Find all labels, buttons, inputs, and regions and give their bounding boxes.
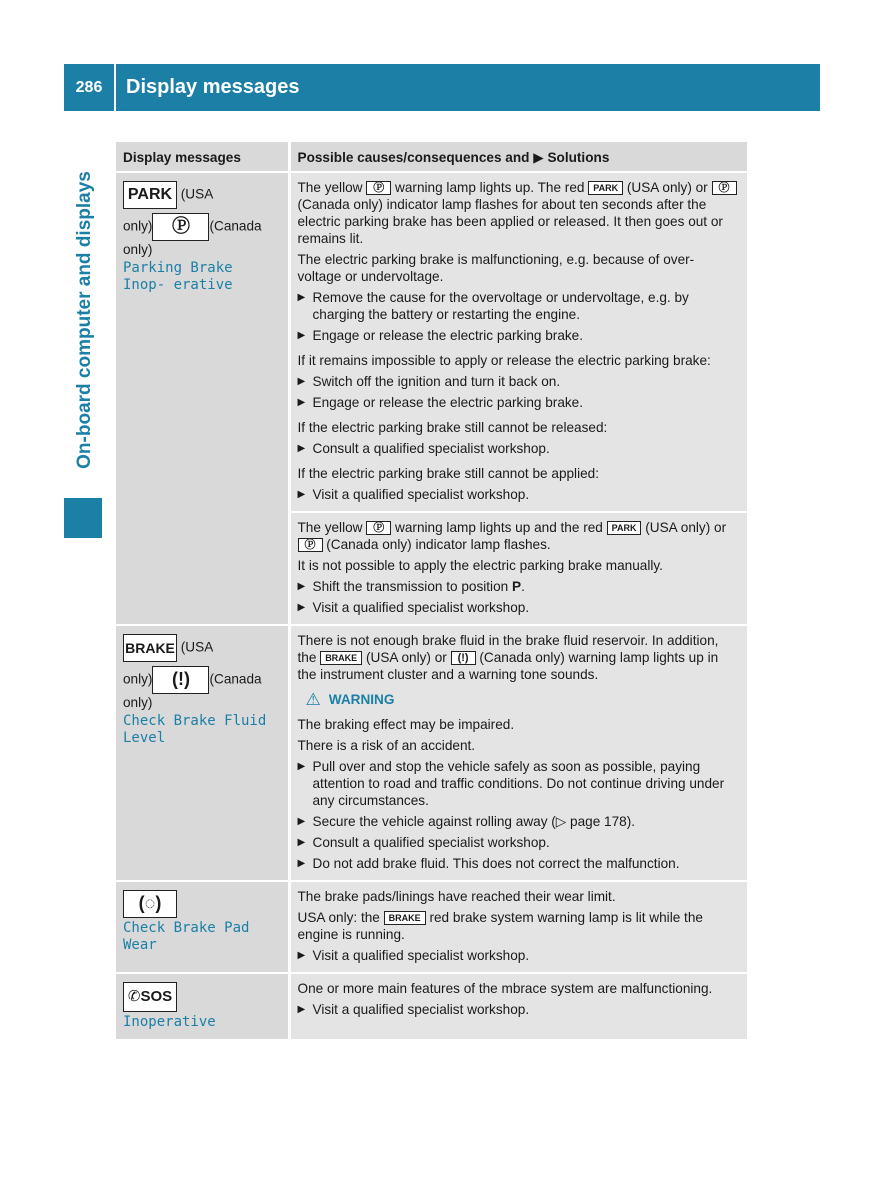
text: (Canada only) indicator lamp flashes for about ten seconds after the electric parking brake has been applied or released. It then goes out or remains lit. — [297, 197, 723, 246]
brake-lamp-icon: BRAKE — [123, 634, 177, 662]
list-item — [298, 486, 741, 503]
symbol-note: only) — [123, 695, 153, 710]
bullet-text: Consult a qualified specialist workshop. — [312, 835, 550, 850]
warning-triangle-icon: ⚠ — [305, 690, 321, 709]
cause-paragraph: The brake pads/linings have reached their wear limit. — [297, 889, 616, 904]
list-item — [298, 947, 741, 964]
cause-paragraph — [298, 519, 741, 553]
bullet-text: Visit a qualified specialist workshop. — [312, 1002, 530, 1017]
col-header-display-messages: Display messages — [116, 142, 289, 172]
text: USA only: the — [297, 910, 380, 925]
text: . — [521, 579, 525, 594]
bullet-text: Remove the cause for the overvoltage or undervoltage, e.g. by charging the battery or restarting the engine. — [312, 290, 689, 322]
page-title: Display messages — [126, 76, 300, 98]
triangle-right-icon: ▶ — [297, 858, 306, 869]
text: The yellow — [297, 520, 363, 535]
side-tab-block — [64, 498, 102, 538]
parking-brake-p-icon: Ⓟ — [712, 181, 737, 195]
display-message-text: Check Brake Fluid Level — [123, 713, 267, 746]
text: (USA only) or — [626, 180, 708, 195]
triangle-right-icon: ▶ — [297, 816, 306, 827]
side-tab-label: On-board computer and displays — [74, 170, 95, 469]
warning-heading — [306, 691, 741, 708]
bullet-text: Visit a qualified specialist workshop. — [312, 600, 530, 615]
display-messages-table — [116, 142, 747, 1039]
sos-phone-icon: ✆SOS — [123, 982, 177, 1012]
triangle-right-icon: ▶ — [297, 489, 306, 500]
cause-paragraph: If it remains impossible to apply or release the electric parking brake: — [297, 353, 711, 368]
display-message-cell — [116, 172, 289, 625]
cause-paragraph — [298, 179, 741, 247]
solutions-cell — [289, 881, 747, 973]
list-item — [298, 758, 741, 809]
parking-brake-p-icon: Ⓟ — [366, 521, 391, 535]
bullet-text: Engage or release the electric parking brake. — [312, 328, 584, 343]
triangle-right-icon: ▶ — [297, 330, 306, 341]
display-message-text: Parking Brake Inop- erative — [123, 260, 233, 293]
list-item — [298, 855, 741, 872]
cause-paragraph: If the electric parking brake still cannot be applied: — [297, 466, 599, 481]
text: warning lamp lights up. The red — [395, 180, 585, 195]
page-header — [64, 64, 820, 111]
bullet-text: Visit a qualified specialist workshop. — [312, 948, 530, 963]
text: There is not enough brake fluid in the brake fluid reservoir. In addition, the — [297, 633, 719, 665]
triangle-right-icon: ▶ — [297, 443, 306, 454]
triangle-right-icon: ▶ — [297, 1004, 306, 1015]
cause-paragraph: The electric parking brake is malfunctioning, e.g. because of over- voltage or undervoltage. — [297, 252, 695, 284]
park-lamp-icon: PARK — [607, 521, 642, 535]
parking-brake-p-icon: Ⓟ — [152, 213, 209, 241]
bullet-text: Engage or release the electric parking brake. — [312, 395, 584, 410]
triangle-right-icon: ▶ — [297, 397, 306, 408]
text: (USA only) or — [365, 650, 447, 665]
bullet-text: Switch off the ignition and turn it back on. — [312, 374, 561, 389]
text: (USA only) or — [645, 520, 727, 535]
text: The yellow — [297, 180, 363, 195]
header-divider — [114, 64, 116, 111]
triangle-right-icon: ▶ — [297, 950, 306, 961]
side-tab — [64, 147, 106, 492]
display-message-cell — [116, 973, 289, 1039]
list-item — [298, 394, 741, 411]
display-message-text: Inoperative — [123, 1014, 216, 1030]
text: warning lamp lights up and the red — [395, 520, 603, 535]
list-item — [298, 599, 741, 616]
bullet-text: Pull over and stop the vehicle safely as soon as possible, paying attention to road and traffic conditions. Do not continue driving under any circumstances. — [312, 759, 725, 808]
text: red brake system warning lamp is lit while the engine is running. — [297, 910, 703, 942]
table-row — [116, 172, 747, 512]
text: Shift the transmission to position — [312, 579, 509, 594]
cause-paragraph: One or more main features of the mbrace system are malfunctioning. — [297, 981, 713, 996]
list-item — [298, 834, 741, 851]
symbol-note: only) — [123, 242, 153, 257]
display-message-text: Check Brake Pad Wear — [123, 920, 250, 953]
display-message-cell — [116, 625, 289, 881]
table-row — [116, 881, 747, 973]
bullet-text: Consult a qualified specialist workshop. — [312, 441, 550, 456]
solutions-cell — [289, 172, 747, 512]
symbol-note: (USA — [180, 186, 214, 202]
brake-lamp-icon: BRAKE — [384, 911, 426, 925]
triangle-right-icon: ▶ — [297, 602, 306, 613]
list-item — [298, 578, 741, 595]
bullet-text: Secure the vehicle against rolling away (▷ page 178). — [312, 814, 636, 829]
bullet-text — [313, 578, 741, 595]
warning-label: WARNING — [328, 692, 395, 707]
table-row — [116, 625, 747, 881]
parking-brake-p-icon: Ⓟ — [298, 538, 323, 552]
list-item — [298, 373, 741, 390]
text: (Canada only) warning lamp lights up in the instrument cluster and a warning tone sounds. — [297, 650, 719, 682]
cause-paragraph: If the electric parking brake still cannot be released: — [297, 420, 608, 435]
list-item — [298, 1001, 741, 1018]
col-header-causes-solutions: Possible causes/consequences and ▶ Solutions — [289, 142, 747, 172]
text: (Canada only) indicator lamp flashes. — [326, 537, 551, 552]
cause-paragraph — [298, 632, 741, 683]
list-item — [298, 327, 741, 344]
symbol-note: (Canada — [209, 218, 262, 234]
brake-warning-icon: (!) — [152, 666, 209, 694]
table-row — [116, 973, 747, 1039]
brake-warning-icon: (!) — [451, 651, 476, 665]
cause-paragraph: It is not possible to apply the electric parking brake manually. — [297, 558, 663, 573]
symbol-note: (USA — [180, 639, 214, 655]
cause-paragraph: The braking effect may be impaired. — [297, 717, 515, 732]
symbol-note: only) — [123, 218, 153, 234]
solutions-cell — [289, 973, 747, 1039]
triangle-right-icon: ▶ — [297, 837, 306, 848]
symbol-note: only) — [123, 671, 153, 687]
list-item — [298, 289, 741, 323]
triangle-right-icon: ▶ — [297, 292, 306, 303]
park-lamp-icon: PARK — [123, 181, 177, 209]
list-item — [298, 440, 741, 457]
list-item — [298, 813, 741, 830]
triangle-right-icon: ▶ — [297, 376, 306, 387]
parking-brake-p-icon: Ⓟ — [366, 181, 391, 195]
text: P — [511, 579, 522, 594]
solutions-cell — [289, 512, 747, 625]
page-number: 286 — [75, 78, 103, 96]
triangle-right-icon: ▶ — [297, 761, 306, 772]
brake-pad-wear-icon: (◌) — [123, 890, 177, 918]
display-message-cell — [116, 881, 289, 973]
cause-paragraph: There is a risk of an accident. — [297, 738, 476, 753]
brake-lamp-icon: BRAKE — [320, 651, 362, 665]
cause-paragraph — [298, 909, 741, 943]
bullet-text: Do not add brake fluid. This does not correct the malfunction. — [312, 856, 680, 871]
park-lamp-icon: PARK — [588, 181, 623, 195]
triangle-right-icon: ▶ — [297, 581, 306, 592]
bullet-text: Visit a qualified specialist workshop. — [312, 487, 530, 502]
symbol-note: (Canada — [209, 671, 262, 687]
solutions-cell — [289, 625, 747, 881]
